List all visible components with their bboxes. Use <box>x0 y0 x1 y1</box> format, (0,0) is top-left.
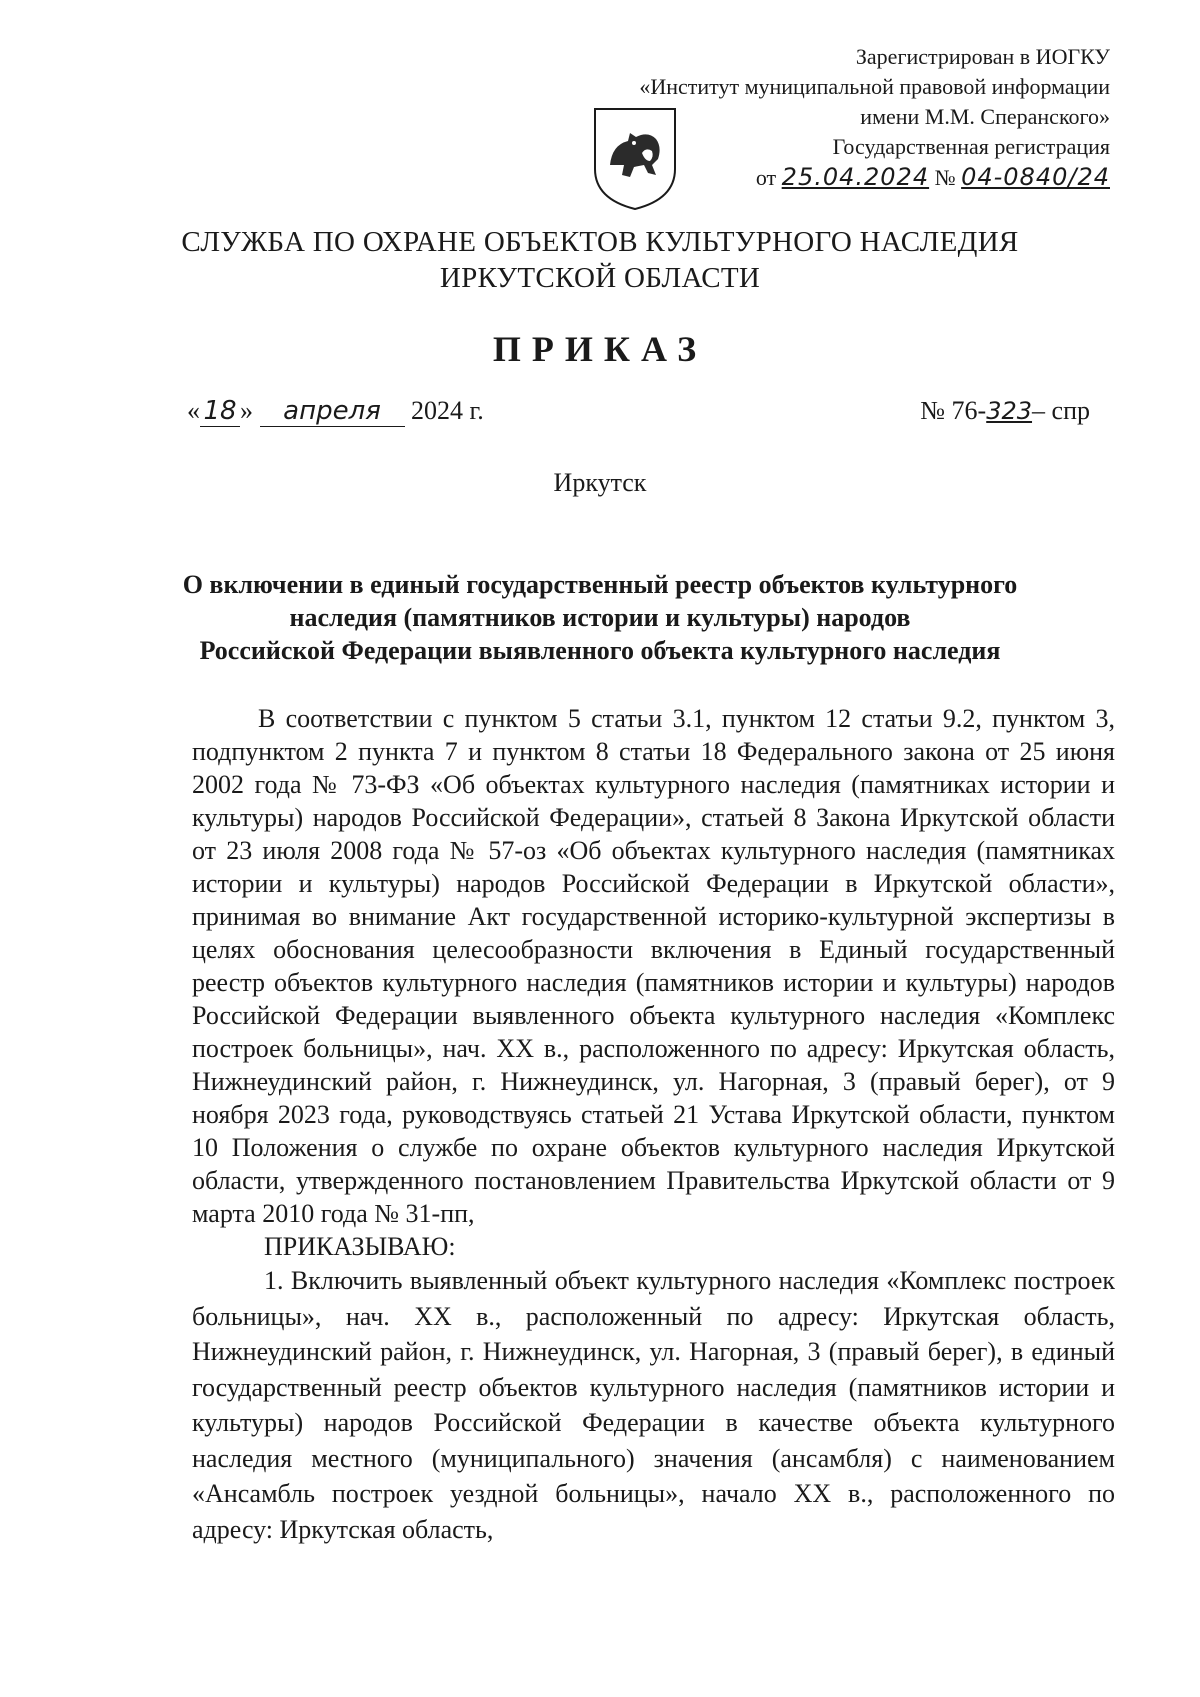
registration-number-label: № <box>934 165 956 190</box>
city: Иркутск <box>553 468 647 497</box>
date-open-quote: « <box>187 396 200 425</box>
date-month: апреля <box>260 396 405 427</box>
agency-name-line-2: ИРКУТСКОЙ ОБЛАСТИ <box>439 262 761 294</box>
order-body <box>192 702 1115 1547</box>
order-heading-line-1: О включении в единый государственный реестр объектов культурного <box>182 570 1018 599</box>
registration-date: 25.04.2024 <box>781 163 930 191</box>
preamble-paragraph: В соответствии с пунктом 5 статьи 3.1, пунктом 12 статьи 9.2, пунктом 3, подпунктом 2 пункта 7 и пунктом 8 статьи 18 Федерального закона от 25 июня 2002 года № 73-ФЗ «Об объектах культурного наследия (памятниках истории и культуры) народов Российской Федерации», статьей 8 Закона Иркутской области от 23 июля 2008 года № 57-оз «Об объектах культурного наследия (памятниках истории и культуры) народов Российской Федерации в Иркутской области», принимая во внимание Акт государственной историко-культурной экспертизы в целях обоснования целесообразности включения в Единый государственный реестр объектов культурного наследия (памятников истории и культуры) народов Российской Федерации выявленного объекта культурного наследия «Комплекс построек больницы», нач. XX в., расположенного по адресу: Иркутская область, Нижнеудинский район, г. Нижнеудинск, ул. Нагорная, 3 (правый берег), от 9 ноября 2023 года, руководствуясь статьей 21 Устава Иркутской области, пунктом 10 Положения о службе по охране объектов культурного наследия Иркутской области, утвержденного постановлением Правительства Иркутской области от 9 марта 2010 года № 31-пп, <box>192 704 1115 1228</box>
agency-name-line-1: СЛУЖБА ПО ОХРАНЕ ОБЪЕКТОВ КУЛЬТУРНОГО НАСЛЕДИЯ <box>181 226 1019 258</box>
registration-from-label: от <box>755 165 777 190</box>
order-number-suffix: – спр <box>1032 396 1090 425</box>
registration-line-1: Зарегистрирован в ИОГКУ <box>855 44 1110 69</box>
irkutsk-coat-of-arms-icon <box>590 103 680 213</box>
order-heading <box>160 568 1040 667</box>
order-number <box>920 396 1090 426</box>
document-type-title: ПРИКАЗ <box>492 329 708 369</box>
registration-line-3: имени М.М. Сперанского» <box>860 104 1110 129</box>
order-number-prefix: № 76- <box>920 396 987 425</box>
order-word: ПРИКАЗЫВАЮ: <box>264 1232 456 1261</box>
registration-number: 04-0840/24 <box>961 163 1110 191</box>
date-close-quote: » <box>240 396 253 425</box>
order-date <box>187 396 484 427</box>
agency-name <box>0 224 1200 296</box>
date-year: 2024 г. <box>411 396 484 425</box>
registration-line-2: «Институт муниципальной правовой информации <box>639 74 1110 99</box>
registration-line-4: Государственная регистрация <box>832 134 1110 159</box>
order-heading-line-3: Российской Федерации выявленного объекта культурного наследия <box>199 636 1001 665</box>
date-day: 18 <box>200 396 240 427</box>
order-item-1: 1. Включить выявленный объект культурного наследия «Комплекс построек больницы», нач. XX в., расположенный по адресу: Иркутская область, Нижнеудинский район, г. Нижнеудинск, ул. Нагорная, 3 (правый берег), в единый государственный реестр объектов культурного наследия (памятников истории и культуры) народов Российской Федерации в качестве объекта культурного наследия местного (муниципального) значения (ансамбля) с наименованием «Ансамбль построек уездной больницы», начало XX в., расположенного по адресу: Иркутская область, <box>192 1266 1115 1544</box>
order-number-handwritten: 323 <box>986 397 1033 425</box>
order-heading-line-2: наследия (памятников истории и культуры) народов <box>289 603 911 632</box>
